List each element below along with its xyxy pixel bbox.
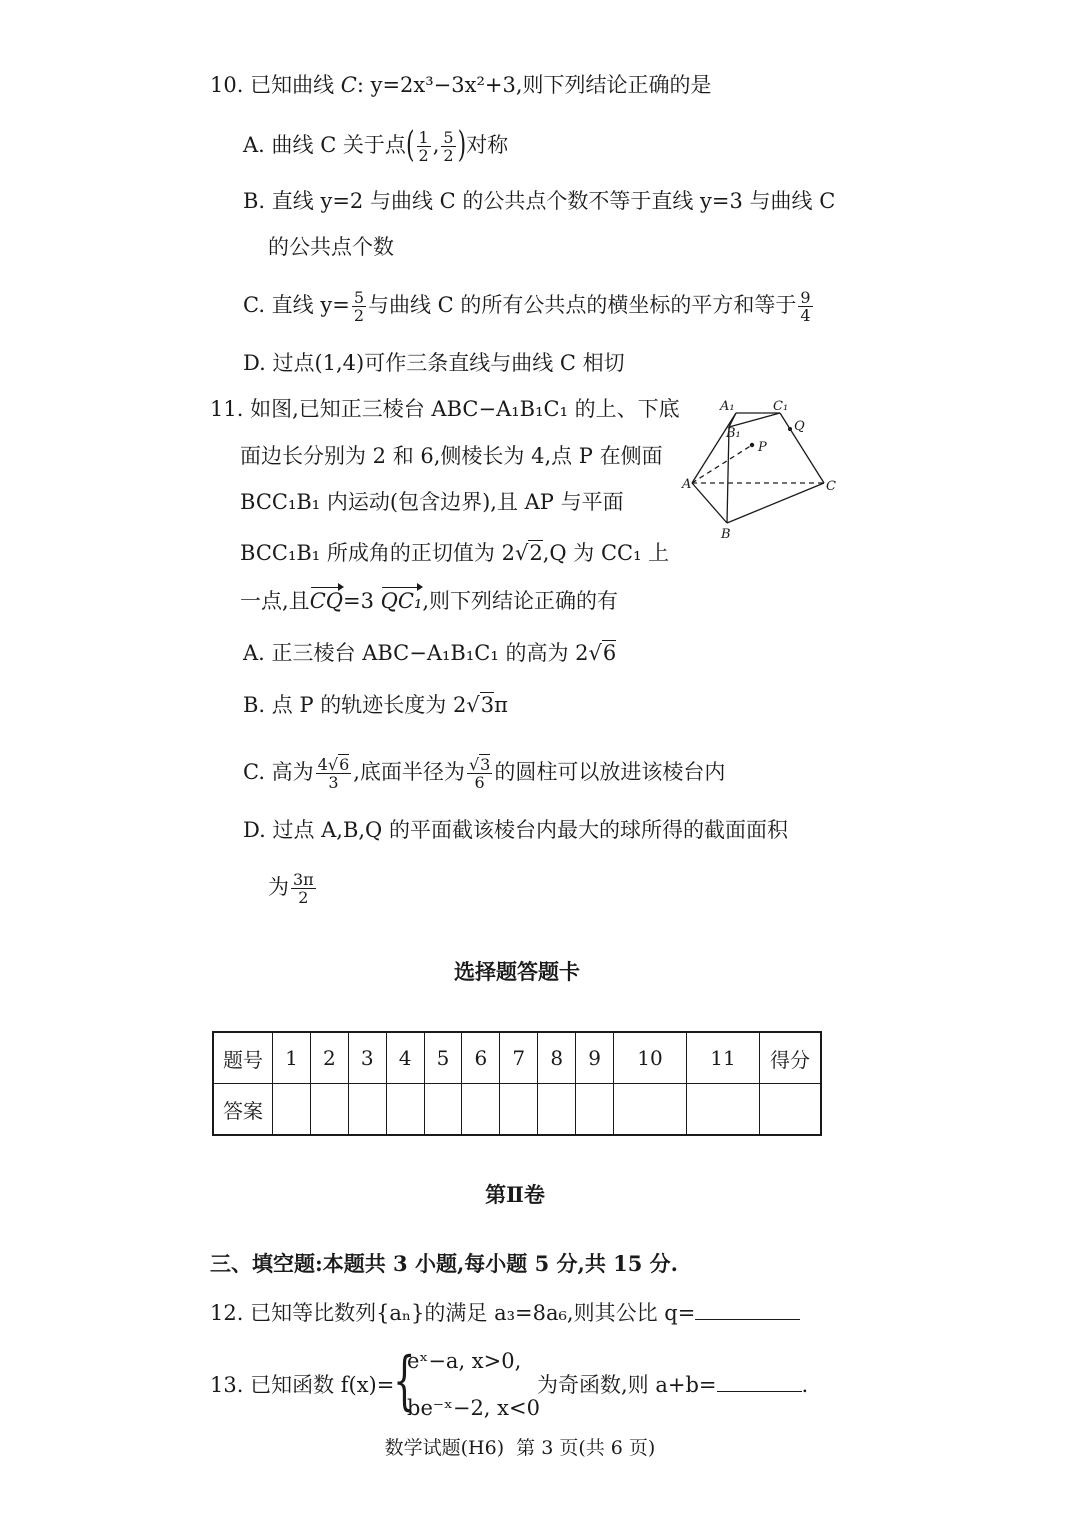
q13-stem: 13. 已知函数 f(x)= [210, 1373, 395, 1397]
section3-heading: 三、填空题:本题共 3 小题,每小题 5 分,共 15 分. [210, 1251, 678, 1276]
q10-option-b-line1: B. 直线 y=2 与曲线 C 的公共点个数不等于直线 y=3 与曲线 C [243, 189, 836, 213]
cell-number: 9 [576, 1032, 614, 1084]
part2-title: 第Ⅱ卷 [485, 1182, 545, 1207]
q11-line2: 面边长分别为 2 和 6,侧棱长为 4,点 P 在侧面 [240, 444, 663, 468]
answer-card-table [212, 1031, 822, 1136]
label-b: B [721, 527, 731, 542]
cell-number: 4 [386, 1032, 424, 1084]
q10-option-b-line2: 的公共点个数 [268, 235, 394, 259]
q11-option-d-line2: 为 $\frac{3\pi}{2}$ [268, 870, 314, 907]
label-a1: A₁ [720, 399, 735, 414]
cell-number: 1 [273, 1032, 311, 1084]
segment-ap [692, 445, 752, 483]
q12: 12. 已知等比数列{aₙ}的满足 a₃=8a₆,则其公比 q= [210, 1298, 800, 1328]
q13-brace: { [393, 1344, 416, 1418]
cell-number: 11 [686, 1032, 759, 1084]
answer-cell[interactable] [462, 1084, 500, 1136]
q13-case2: be⁻ˣ−2, x<0 [407, 1396, 540, 1420]
cell-number: 2 [310, 1032, 348, 1084]
q12-answer-blank[interactable] [695, 1301, 800, 1320]
point-p [750, 443, 754, 447]
answer-cell[interactable] [273, 1084, 311, 1136]
edge-bb1 [727, 427, 729, 523]
label-a: A [682, 477, 692, 492]
page-footer: 数学试题(H6) 第 3 页(共 6 页) [384, 1437, 656, 1459]
q10-stem: 10. 已知曲线 C: y=2x³−3x²+3,则下列结论正确的是 [210, 73, 712, 97]
cell-number: 8 [538, 1032, 576, 1084]
answer-cell[interactable] [500, 1084, 538, 1136]
score-cell[interactable] [760, 1084, 822, 1136]
label-q: Q [794, 419, 805, 434]
fraction: $\frac{5}{2}$ [353, 288, 364, 325]
q10-option-d: D. 过点(1,4)可作三条直线与曲线 C 相切 [243, 351, 625, 375]
answer-cell[interactable] [576, 1084, 614, 1136]
cell-label: 题号 [213, 1032, 273, 1084]
label-c1: C₁ [773, 399, 789, 414]
cell-number: 10 [614, 1032, 687, 1084]
fraction: $\frac{3\pi}{2}$ [293, 870, 314, 907]
frustum-figure [680, 395, 840, 545]
q11-line4: BCC₁B₁ 所成角的正切值为 2√2,Q 为 CC₁ 上 [240, 541, 670, 565]
answer-cell[interactable] [686, 1084, 759, 1136]
fraction: $\frac{5}{2}$ [443, 128, 454, 165]
fraction: $\frac{1}{2}$ [418, 128, 429, 165]
edge-bc [727, 483, 824, 523]
fraction: $\frac{9}{4}$ [800, 288, 811, 325]
answer-cell[interactable] [538, 1084, 576, 1136]
cell-number: 3 [348, 1032, 386, 1084]
answer-card-row-numbers [213, 1032, 821, 1084]
fraction: $\frac{4√6}{3}$ [317, 755, 350, 792]
answer-card-row-answers [213, 1084, 821, 1136]
q11-option-a: A. 正三棱台 ABC−A₁B₁C₁ 的高为 2√6 [243, 641, 617, 665]
vector-cq: CQ [310, 586, 343, 616]
edge-aa1 [692, 413, 736, 483]
point-q [788, 427, 792, 431]
q11-option-c: C. 高为 $\frac{4√6}{3}$ ,底面半径为 $\frac{√3}{6}$ 的圆柱可以放进该棱台内 [243, 755, 726, 792]
cell-score-label: 得分 [760, 1032, 822, 1084]
answer-cell[interactable] [614, 1084, 687, 1136]
q11-option-d-line1: D. 过点 A,B,Q 的平面截该棱台内最大的球所得的截面面积 [243, 818, 788, 842]
cell-number: 7 [500, 1032, 538, 1084]
cell-label: 答案 [213, 1084, 273, 1136]
answer-cell[interactable] [310, 1084, 348, 1136]
q11-line1: 11. 如图,已知正三棱台 ABC−A₁B₁C₁ 的上、下底 [210, 397, 680, 421]
q11-line5: 一点,且CQ=3 QC₁,则下列结论正确的有 [240, 586, 618, 616]
q13-case1: eˣ−a, x>0, [407, 1349, 522, 1373]
edge-ab [692, 483, 727, 523]
q13-tail: 为奇函数,则 a+b= . [537, 1373, 809, 1397]
fraction: $\frac{√3}{6}$ [468, 755, 491, 792]
answer-cell[interactable] [386, 1084, 424, 1136]
answer-card-title: 选择题答题卡 [454, 959, 580, 984]
q11-option-b: B. 点 P 的轨迹长度为 2√3π [243, 693, 508, 717]
label-b1: B₁ [726, 426, 741, 441]
cell-number: 5 [424, 1032, 462, 1084]
cell-number: 6 [462, 1032, 500, 1084]
q10-option-c: C. 直线 y= $\frac{5}{2}$ 与曲线 C 的所有公共点的横坐标的平方和等于 $\frac{9}{4}$ [243, 288, 811, 325]
edge-b1c1 [729, 413, 780, 427]
q10-option-a: A. 曲线 C 关于点( $\frac{1}{2}$ , $\frac{5}{2}$ )对称 [243, 125, 509, 166]
label-c: C [826, 479, 836, 494]
q13-answer-blank[interactable] [717, 1373, 802, 1392]
q11-line3: BCC₁B₁ 内运动(包含边界),且 AP 与平面 [240, 490, 624, 514]
answer-cell[interactable] [348, 1084, 386, 1136]
label-p: P [758, 440, 767, 455]
answer-cell[interactable] [424, 1084, 462, 1136]
vector-qc1: QC₁ [381, 586, 423, 616]
